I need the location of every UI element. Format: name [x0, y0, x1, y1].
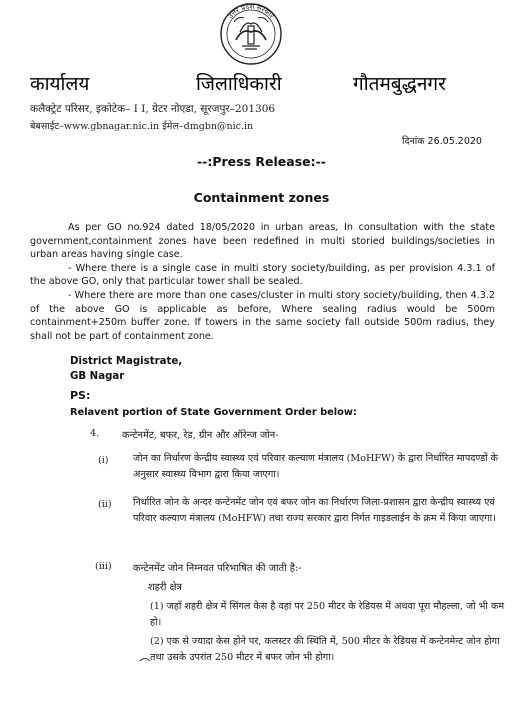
district-magistrate-label: जिलाधिकारी [196, 73, 282, 95]
order-section-heading: कन्टेनमेंट, बफर, रेड, ग्रीन और ऑरेन्ज जोन- [122, 430, 279, 441]
paragraph-go-details: As per GO no.924 dated 18/05/2020 in urban areas, In consultation with the state government,containment zones have been redefined in multi storied buildings/societies in urban areas having single case. [30, 222, 495, 261]
district-label: गौतमबुद्धनगर [353, 73, 446, 95]
order-item-number: (i) [98, 455, 109, 466]
urban-point: (1) जहाँ शहरी क्षेत्र में सिंगल केस है वहां पर 250 मीटर के रेडियस में अथवा पूरा मौहल्ला, जो भी कम हो। [150, 601, 505, 628]
order-section-number: 4. [90, 428, 100, 439]
ps-label: PS: [70, 389, 91, 402]
paragraph-cluster: - Where there are more than one cases/cluster in multi story society/building, then 4.3.2 of the above GO is applicable as before, Where sealing radius would be 500m containment+250m buffer zone. If towers in the same society fall outside 500m radius, they shall not be part of containment zone. [30, 289, 495, 342]
paragraph-single-case: - Where there is a single case in multi story society/building, as per provision 4.3.1 of the above GO, only that particular tower shall be sealed. [30, 262, 495, 288]
relevant-order-heading: Relavent portion of State Government Order below: [70, 407, 357, 418]
office-address: कलैक्ट्रेट परिसर, इकोटेक– I I, ग्रेटर नोएडा, सूरजपुर–201306 [30, 103, 276, 115]
website-email: बेबसाईट–www.gbnagar.nic.in ईमेल–dmgbn@nic.in [30, 121, 254, 132]
document-title: Containment zones [193, 190, 330, 205]
release-date: दिनांक 26.05.2020 [402, 136, 482, 147]
svg-text:उत्तर प्रदेश सरकार [226, 2, 275, 20]
office-label: कार्यालय [30, 73, 90, 95]
stray-mark [138, 655, 152, 665]
urban-point: (2) एक से ज्यादा केस होने पर, कलस्टर की स्थिति में, 500 मीटर के रेडियस में कन्टेनमेन्ट जोन होगा तथा उसके उपरांत 250 मीटर में बफर जोन भी होगा। [150, 636, 500, 663]
emblem-text: उत्तर प्रदेश सरकार [226, 2, 276, 21]
order-item-number: (iii) [95, 561, 112, 572]
signatory-title: District Magistrate, [70, 356, 183, 367]
order-item-text: निर्धारित जोन के अन्दर कन्टेनमेंट जोन एवं बफर जोन का निर्धारण जिला-प्रशासन द्वारा केन्द्रीय स्वास्थ्य एवं परिवार कल्याण मंत्रालय (MoHFW) तथा राज्य सरकार द्वारा निर्गत गाइडलाईन के क्रम में किया जाएगा। [133, 497, 496, 524]
press-release-heading: --:Press Release:-- [196, 154, 326, 169]
signatory-location: GB Nagar [70, 371, 125, 382]
emblem-arc-text [196, 2, 306, 66]
order-item-number: (ii) [98, 499, 112, 510]
order-item-text: कन्टेनमेंट जोन निम्नवत परिभाषित की जाती है:- [133, 563, 302, 574]
body-text [30, 221, 495, 343]
order-item-text: जोन का निर्धारण केन्द्रीय स्वास्थ्य एवं परिवार कल्याण मंत्रालय (MoHFW) के द्वारा निर्धारित मापदण्डों के अनुसार स्वास्थ्य विभाग द्वारा किया जाएगा। [133, 453, 499, 480]
urban-area-heading: शहरी क्षेत्र [148, 582, 182, 593]
